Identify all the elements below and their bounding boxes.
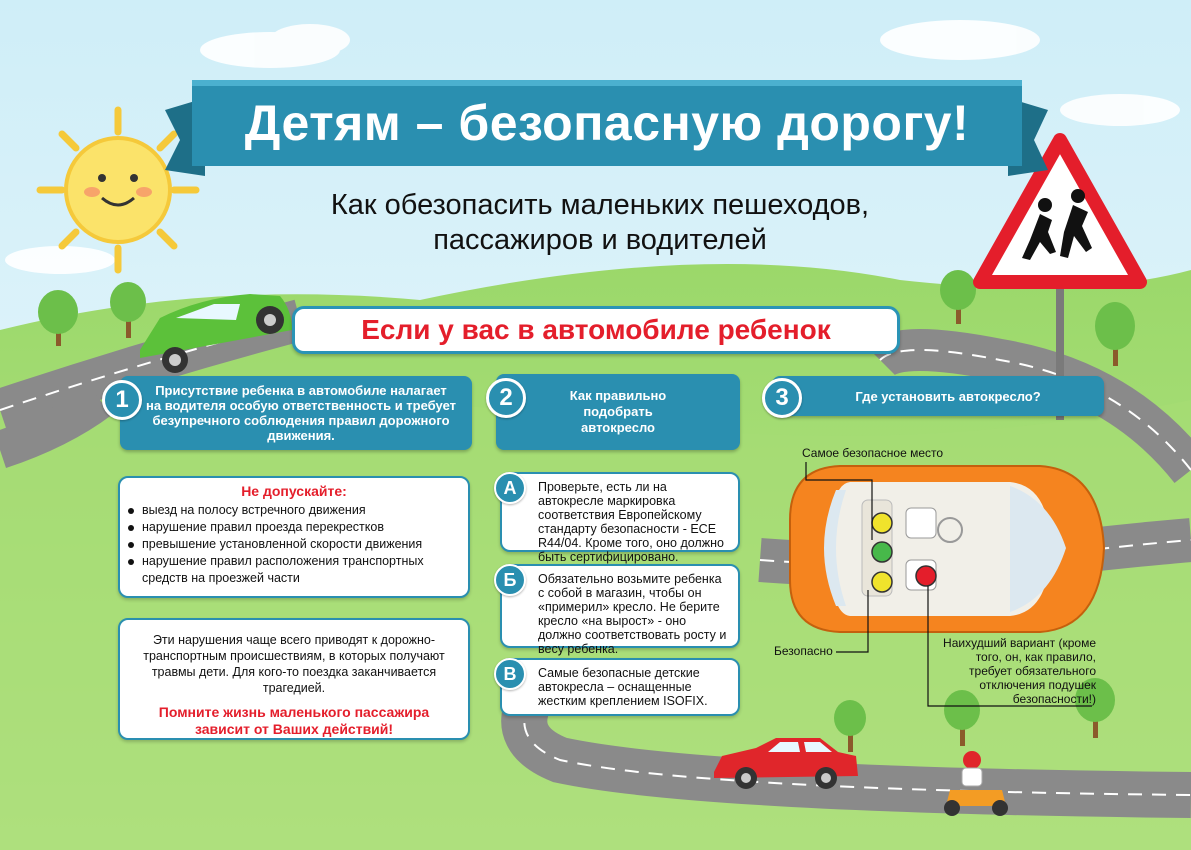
tip-b: Обязательно возьмите ребенка с собой в магазин, чтобы он «примерил» кресло. Не берите кресло «на вырост» - оно должно соответствовать росту и весу ребенка.: [500, 564, 740, 648]
tip-a: Проверьте, есть ли на автокресле маркировка соответствия Европейскому стандарту безопасности - ECE R44/04. Кроме того, оно должно быть сертифицировано.: [500, 472, 740, 552]
appeal-text: Помните жизнь маленького пассажира зависит от Ваших действий!: [158, 704, 430, 737]
section-2-header: Как правильно подобрать автокресло: [496, 374, 740, 450]
car-top-view: [790, 466, 1104, 632]
safe-label: Безопасно: [774, 644, 833, 658]
section-3-number: 3: [762, 378, 802, 418]
warning-item: превышение установленной скорости движения: [128, 536, 468, 553]
tip-c: Самые безопасные детские автокресла – оснащенные жестким креплением ISOFIX.: [500, 658, 740, 716]
rear-right-seat-dot: [872, 572, 892, 592]
front-passenger-seat-dot: [916, 566, 936, 586]
sun-icon: [40, 110, 196, 270]
section-1-header: Присутствие ребенка в автомобиле налагает на водителя особую ответственность и требует безупречного соблюдения правил дорожного движения.: [120, 376, 472, 450]
worst-option-label: Наихудший вариант (кроме того, он, как правило, требует обязательного отключения подушек безопасности!): [943, 636, 1096, 706]
rear-left-seat-dot: [872, 513, 892, 533]
section-1-number: 1: [102, 380, 142, 420]
section-2-number: 2: [486, 378, 526, 418]
warnings-list: [120, 502, 468, 587]
subtitle-line-1: Как обезопасить маленьких пешеходов,: [330, 189, 870, 221]
page-title: Детям – безопасную дорогу!: [244, 95, 970, 151]
child-in-car-banner: Если у вас в автомобиле ребенок: [292, 306, 900, 354]
subtitle: [290, 188, 910, 258]
warning-item: нарушение правил расположения транспортных средств на проезжей части: [128, 553, 468, 587]
tip-b-letter: Б: [494, 564, 526, 596]
safest-place-label: Самое безопасное место: [802, 446, 944, 460]
warning-item: выезд на полосу встречного движения: [128, 502, 468, 519]
tip-c-letter: В: [494, 658, 526, 690]
subtitle-line-2: пассажиров и водителей: [433, 224, 767, 256]
rear-center-seat-dot: [872, 542, 892, 562]
section-3-header: Где установить автокресло?: [772, 376, 1104, 416]
warnings-box: [118, 476, 470, 598]
tip-a-letter: А: [494, 472, 526, 504]
warnings-title: Не допускайте:: [241, 483, 347, 499]
warning-item: нарушение правил проезда перекрестков: [128, 519, 468, 536]
consequence-box: [118, 618, 470, 740]
consequence-text: Эти нарушения чаще всего приводят к дорожно-транспортным происшествиям, в которых получают травмы дети. Для кого-то поездка заканчивается трагедией.: [143, 633, 445, 695]
